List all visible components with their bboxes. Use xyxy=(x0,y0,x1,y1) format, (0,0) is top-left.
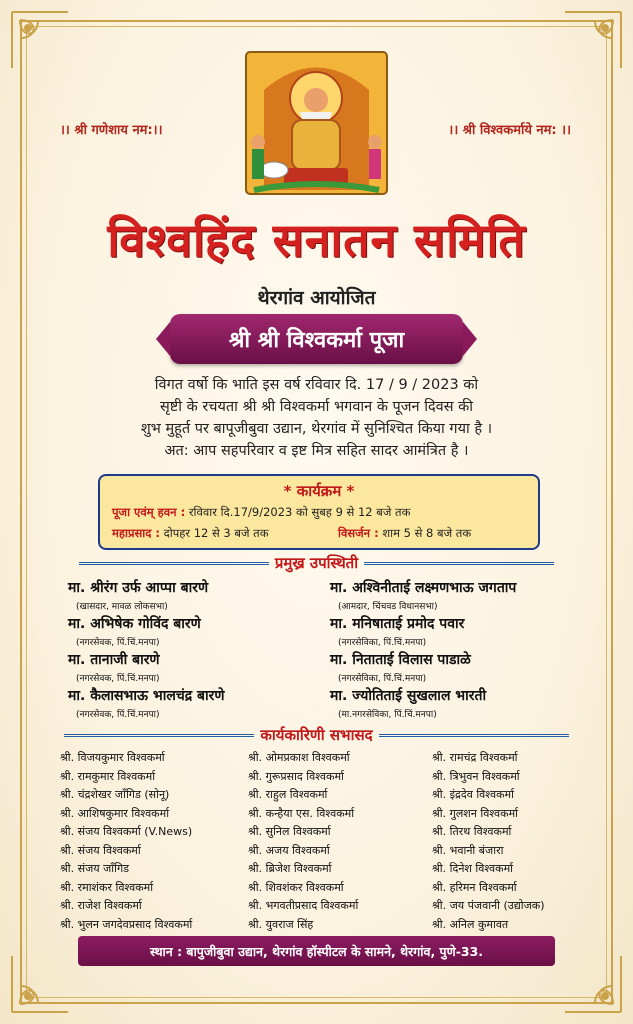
committee-member: श्री. राहुल विश्वकर्मा xyxy=(248,788,328,801)
program-box xyxy=(98,474,540,550)
guest-role: (नगरसेवक, पिं.चिं.मनपा) xyxy=(76,674,160,684)
visarjan-schedule xyxy=(338,526,471,541)
guest-name: मा. श्रीरंग उर्फ आप्पा बारणे xyxy=(68,580,209,596)
committee-member: श्री. अनिल कुमावत xyxy=(432,917,509,931)
corner-ornament-icon xyxy=(555,8,625,78)
guest-role: (खासदार, मावळ लोकसभा) xyxy=(76,602,168,612)
guest-name: मा. अश्विनीताई लक्ष्मणभाऊ जगताप xyxy=(330,580,517,596)
venue-footer: स्थान : बापुजीबुवा उद्यान, थेरगांव हॉस्पीटल के सामने, थेरगांव, पुणे-33. xyxy=(78,936,555,966)
guest-name: मा. ज्योतिताई सुखलाल भारती xyxy=(330,688,487,704)
committee-member: श्री. संजय जाँगिड xyxy=(60,862,130,875)
committee-member: श्री. शिवशंकर विश्वकर्मा xyxy=(248,880,344,894)
committee-member: श्री. त्रिभुवन विश्वकर्मा xyxy=(432,769,520,783)
committee-member: श्री. चंद्रशेखर जाँगिड (सोनू) xyxy=(60,788,170,801)
prasad-label: महाप्रसाद : xyxy=(112,526,160,540)
committee-member: श्री. भवानी बंजारा xyxy=(432,843,504,857)
committee-member: श्री. जय पंजवानी (उद्योजक) xyxy=(432,899,545,912)
vishwakarma-deity-icon xyxy=(244,50,389,196)
guests-heading-text: प्रमुख्र उपस्थिती xyxy=(274,554,359,572)
committee-heading xyxy=(0,725,633,745)
guest-name: मा. मनिषाताई प्रमोद पवार xyxy=(330,616,465,632)
committee-member: श्री. रमाशंकर विश्वकर्मा xyxy=(60,880,154,894)
committee-member: श्री. रामचंद्र विश्वकर्मा xyxy=(432,751,518,764)
committee-member: श्री. भुलन जगदेवप्रसाद विश्वकर्मा xyxy=(60,917,193,931)
committee-member: श्री. संजय विश्वकर्मा (V.News) xyxy=(60,825,193,838)
committee-member: श्री. दिनेश विश्वकर्मा xyxy=(432,862,514,875)
guest-role: (नगरसेवक, पिं.चिं.मनपा) xyxy=(76,710,160,720)
guest-name: मा. निताताई विलास पाडाळे xyxy=(330,652,471,668)
committee-member: श्री. संजय विश्वकर्मा xyxy=(60,843,141,857)
guest-role: (नगरसेवक, पिं.चिं.मनपा) xyxy=(76,638,160,648)
vishwakarma-shloka: ।। श्री विश्वकर्माये नम: ।। xyxy=(448,123,571,138)
program-title: * कार्यक्रम * xyxy=(283,482,355,500)
intro-line: शुभ मुहूर्त पर बापूजीबुवा उद्यान, थेरगांव में सुनिश्चित किया गया है । xyxy=(140,421,493,437)
corner-ornament-icon xyxy=(8,946,78,1016)
committee-member: श्री. रामकुमार विश्वकर्मा xyxy=(60,769,156,783)
guest-name: मा. कैलासभाऊ भालचंद्र बारणे xyxy=(68,688,225,704)
committee-member: श्री. ओमप्रकाश विश्वकर्मा xyxy=(248,751,350,764)
committee-member: श्री. विजयकुमार विश्वकर्मा xyxy=(60,751,165,764)
invitation-text xyxy=(40,374,593,462)
corner-ornament-icon xyxy=(555,946,625,1016)
ganesh-shloka: ।। श्री गणेशाय नम:।। xyxy=(60,123,163,138)
committee-heading-text: कार्यकारिणी सभासद xyxy=(260,726,373,744)
guest-role: (आमदार, चिंचवड विधानसभा) xyxy=(338,602,438,612)
committee-member: श्री. इंद्रदेव विश्वकर्मा xyxy=(432,788,514,801)
committee-member: श्री. राजेश विश्वकर्मा xyxy=(60,899,142,912)
visarjan-label: विसर्जन : xyxy=(338,526,379,540)
visarjan-time: शाम 5 से 8 बजे तक xyxy=(378,526,472,540)
event-banner: श्री श्री विश्वकर्मा पूजा xyxy=(170,314,463,364)
intro-line: सृष्टी के रचयता श्री श्री विश्वकर्मा भगवान के पूजन दिवस की xyxy=(159,399,474,415)
guest-role: (मा.नगरसेविका, पिं.चिं.मनपा) xyxy=(338,710,437,720)
puja-label: पूजा एवंम् हवन : xyxy=(112,505,186,519)
puja-schedule xyxy=(112,505,410,520)
committee-member: श्री. अजय विश्वकर्मा xyxy=(248,843,330,857)
committee-member: श्री. गुरूप्रसाद विश्वकर्मा xyxy=(248,769,344,783)
guests-heading xyxy=(0,553,633,573)
guest-role: (नगरसेविका, पिं.चिं.मनपा) xyxy=(338,674,427,684)
committee-member: श्री. सुनिल विश्वकर्मा xyxy=(248,825,331,838)
puja-time: रविवार दि.17/9/2023 को सुबह 9 से 12 बजे तक xyxy=(185,505,411,519)
committee-member: श्री. युवराज सिंह xyxy=(248,917,314,931)
intro-line: अत: आप सहपरिवार व इष्ट मित्र सहित सादर आमंत्रित है । xyxy=(164,443,469,459)
committee-member: श्री. कन्हैया एस. विश्वकर्मा xyxy=(248,806,355,820)
guest-name: मा. तानाजी बारणे xyxy=(68,652,160,668)
corner-ornament-icon xyxy=(8,8,78,78)
committee-member: श्री. गुलशन विश्वकर्मा xyxy=(432,806,518,820)
organizer-subtitle: थेरगांव आयोजित xyxy=(257,287,376,309)
committee-member: श्री. तिरथ विश्वकर्मा xyxy=(432,825,512,838)
guest-name: मा. अभिषेक गोविंद बारणे xyxy=(68,616,201,632)
intro-line: विगत वर्षो कि भाति इस वर्ष रविवार दि. 17 / 9 / 2023 को xyxy=(154,377,479,393)
committee-member: श्री. ब्रिजेश विश्वकर्मा xyxy=(248,862,332,875)
guest-role: (नगरसेविका, पिं.चिं.मनपा) xyxy=(338,638,427,648)
committee-member: श्री. भगवतीप्रसाद विश्वकर्मा xyxy=(248,899,359,912)
prasad-schedule xyxy=(112,526,269,541)
organization-title: विश्वहिंद सनातन समिति xyxy=(107,213,526,267)
prasad-time: दोपहर 12 से 3 बजे तक xyxy=(159,526,269,540)
committee-member: श्री. हरिमन विश्वकर्मा xyxy=(432,880,517,894)
committee-member: श्री. आशिषकुमार विश्वकर्मा xyxy=(60,806,170,820)
